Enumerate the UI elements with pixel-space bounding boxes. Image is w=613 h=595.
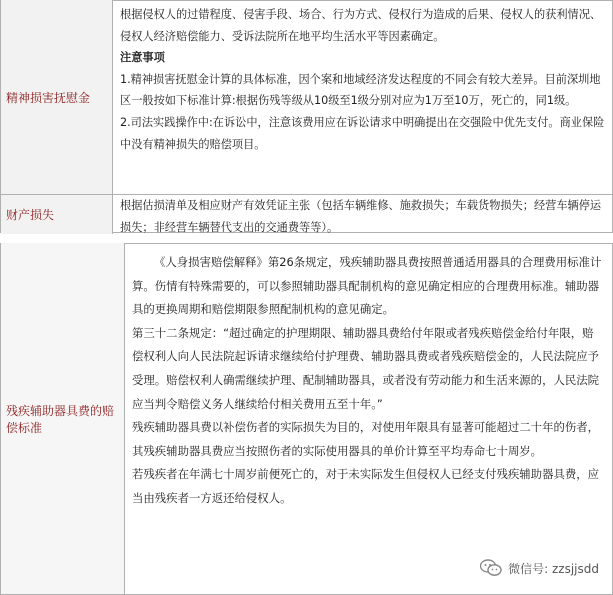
watermark-text: 微信号: zzsjjsdd [508,561,599,576]
wechat-icon [480,559,502,577]
paragraph: 《人身损害赔偿解释》第26条规定，残疾辅助器具费按照普通适用器具的合理费用标准计算。伤情有特殊需要的，可以参照辅助器具配制机构的意见确定相应的合理费用标准。辅助器具的更换周期和赔偿期限参照配制机构的意见确定。 [132,255,602,317]
table-row [1,0,612,195]
wechat-watermark [480,559,599,577]
paragraph: 残疾辅助器具费以补偿伤者的实际损失为目的，对使用年限具有显著可能超过二十年的伤者，其残疾辅助器具费应当按照伤者的实际使用器具的单价计算至平均寿命七十周岁。 [132,420,600,458]
paragraph: 第三十二条规定：“超过确定的护理期限、辅助器具费给付年限或者残疾赔偿金给付年限，赔偿权利人向人民法院起诉请求继续给付护理费、辅助器具费或者残疾赔偿金的，人民法院应予受理。赔偿权利人确需继续护理、配制辅助器具，或者没有劳动能力和生活来源的，人民法院应当判令赔偿义务人继续给付相关费用五至十年。” [132,325,600,411]
compensation-table-1 [0,0,613,233]
note-item: 1.精神损害抚慰金计算的具体标准，因个案和地域经济发达程度的不同会有较大差异。目前深圳地区一般按如下标准计算:根据伤残等级从10级至1级分别对应为1万至10万，死亡的，同1级。 [120,72,601,108]
row-content-mental-damage [114,0,612,195]
paragraph: 根据估损清单及相应财产有效凭证主张（包括车辆维修、施救损失；车载货物损失；经营车辆停运损失；非经营车辆替代支出的交通费等等）。 [120,199,602,234]
row-label-disability-aids: 残疾辅助器具费的赔偿标准 [1,243,125,594]
row-label-property-loss: 财产损失 [1,195,113,234]
compensation-table-2 [0,243,613,595]
note-item: 2.司法实践操作中:在诉讼中，注意该费用应在诉讼请求中明确提出在交强险中优先支付。商业保险中没有精神损失的赔偿项目。 [120,115,605,151]
paragraph: 若残疾者在年满七十周岁前便死亡的，对于未实际发生但侵权人已经支付残疾辅助器具费，应当由残疾者一方返还给侵权人。 [132,467,600,505]
row-label-mental-damage: 精神损害抚慰金 [1,0,113,195]
table-row [1,194,612,234]
row-content-property-loss [114,195,612,234]
table-row [1,243,612,594]
paragraph: 根据侵权人的过错程度、侵害手段、场合、行为方式、侵权行为造成的后果、侵权人的获利情况、侵权人经济赔偿能力、受诉法院所在地平均生活水平等因素确定。 [120,8,602,43]
row-content-disability-aids [126,243,612,594]
notes-title: 注意事项 [120,51,165,65]
